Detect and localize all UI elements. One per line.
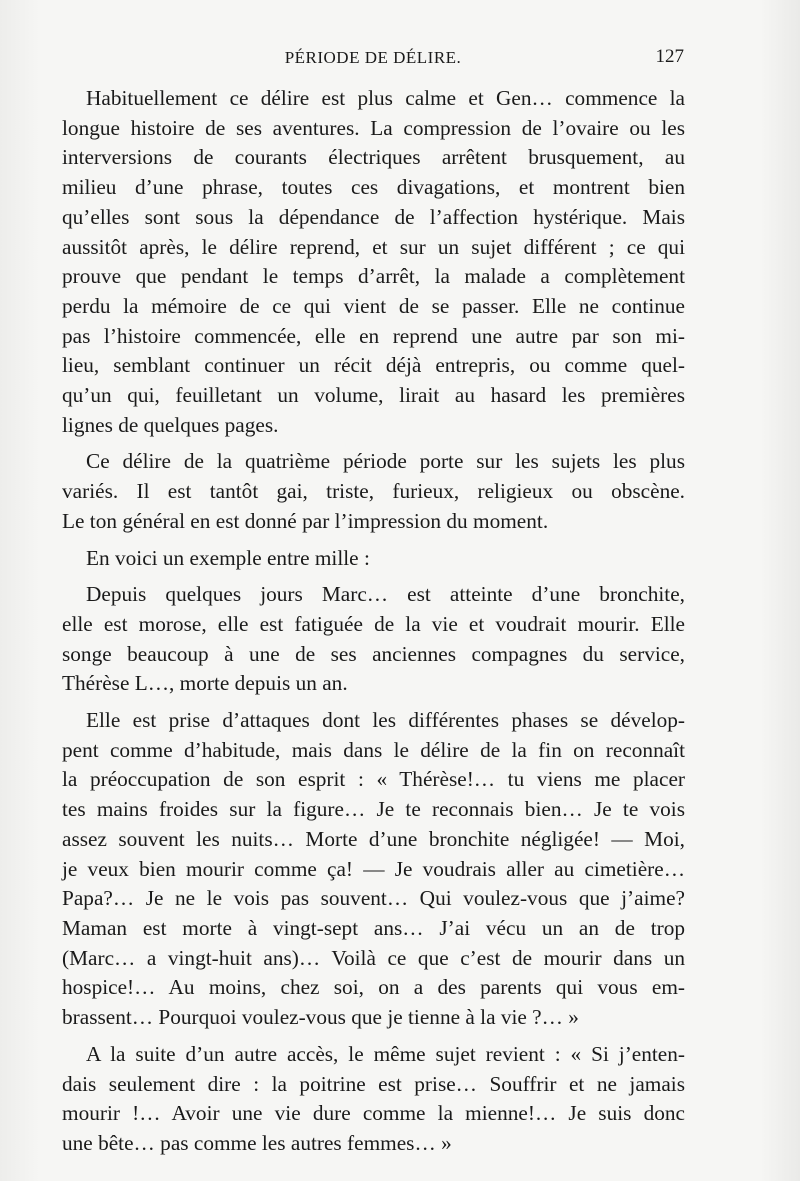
text-line: songe beaucoup à une de ses anciennes compagnes du service, bbox=[62, 641, 685, 666]
body-text bbox=[62, 84, 685, 1166]
paragraph bbox=[62, 84, 685, 440]
paragraph bbox=[62, 580, 685, 699]
text-line: aussitôt après, le délire reprend, et sur un sujet différent ; ce qui bbox=[62, 234, 685, 259]
text-line: milieu d’une phrase, toutes ces divagations, et montrent bien bbox=[62, 175, 685, 200]
text-line: hospice!… Au moins, chez soi, on a des parents qui vous em- bbox=[62, 975, 685, 1000]
text-line: Le ton général en est donné par l’impression du moment. bbox=[62, 508, 549, 533]
text-line: Ce délire de la quatrième période porte sur les sujets les plus bbox=[86, 449, 685, 474]
text-line: longue histoire de ses aventures. La compression de l’ovaire ou les bbox=[62, 115, 685, 140]
text-line: prouve que pendant le temps d’arrêt, la malade a complètement bbox=[62, 264, 685, 289]
paragraph bbox=[62, 706, 685, 1033]
text-line: Maman est morte à vingt-sept ans… J’ai vécu un an de trop bbox=[62, 915, 685, 940]
page-header bbox=[62, 48, 684, 74]
text-line: tes mains froides sur la figure… Je te reconnais bien… Je te vois bbox=[62, 797, 685, 822]
text-line: Papa?… Je ne le vois pas souvent… Qui voulez-vous que j’aime? bbox=[62, 886, 685, 911]
text-line: qu’elles sont sous la dépendance de l’affection hystérique. Mais bbox=[62, 204, 685, 229]
paragraph bbox=[62, 544, 685, 574]
page-number: 127 bbox=[655, 46, 684, 67]
text-line: elle est morose, elle est fatiguée de la vie et voudrait mourir. Elle bbox=[62, 611, 685, 636]
text-line: variés. Il est tantôt gai, triste, furieux, religieux ou obscène. bbox=[62, 479, 685, 504]
text-line: lieu, semblant continuer un récit déjà entrepris, ou comme quel- bbox=[62, 353, 685, 378]
text-line: assez souvent les nuits… Morte d’une bronchite négligée! — Moi, bbox=[62, 826, 685, 851]
running-title: PÉRIODE DE DÉLIRE. bbox=[284, 48, 462, 67]
text-line: mourir !… Avoir une vie dure comme la mienne!… Je suis donc bbox=[62, 1101, 685, 1126]
paragraph bbox=[62, 1040, 685, 1159]
text-line: Depuis quelques jours Marc… est atteinte d’une bronchite, bbox=[86, 582, 685, 607]
text-line: la préoccupation de son esprit : « Thérèse!… tu viens me placer bbox=[62, 767, 685, 792]
text-line: une bête… pas comme les autres femmes… » bbox=[62, 1130, 452, 1155]
text-line: Thérèse L…, morte depuis un an. bbox=[62, 671, 348, 696]
text-line: Habituellement ce délire est plus calme et Gen… commence la bbox=[86, 86, 685, 110]
text-line: brassent… Pourquoi voulez-vous que je tienne à la vie ?… » bbox=[62, 1005, 579, 1030]
text-line: je veux bien mourir comme ça! — Je voudrais aller au cimetière… bbox=[62, 856, 685, 881]
text-line: pent comme d’habitude, mais dans le délire de la fin on reconnaît bbox=[62, 737, 685, 762]
text-line: En voici un exemple entre mille : bbox=[86, 545, 370, 570]
text-line: A la suite d’un autre accès, le même sujet revient : « Si j’enten- bbox=[86, 1041, 685, 1066]
text-line: (Marc… a vingt-huit ans)… Voilà ce que c’est de mourir dans un bbox=[62, 945, 685, 970]
text-line: dais seulement dire : la poitrine est prise… Souffrir et ne jamais bbox=[62, 1071, 685, 1096]
text-line: Elle est prise d’attaques dont les différentes phases se dévelop- bbox=[86, 708, 685, 733]
paragraph bbox=[62, 447, 685, 536]
text-line: pas l’histoire commencée, elle en reprend une autre par son mi- bbox=[62, 323, 685, 348]
text-line: interversions de courants électriques arrêtent brusquement, au bbox=[62, 145, 685, 170]
text-line: lignes de quelques pages. bbox=[62, 412, 279, 437]
text-line: qu’un qui, feuilletant un volume, lirait au hasard les premières bbox=[62, 383, 685, 408]
text-line: perdu la mémoire de ce qui vient de se passer. Elle ne continue bbox=[62, 293, 685, 318]
